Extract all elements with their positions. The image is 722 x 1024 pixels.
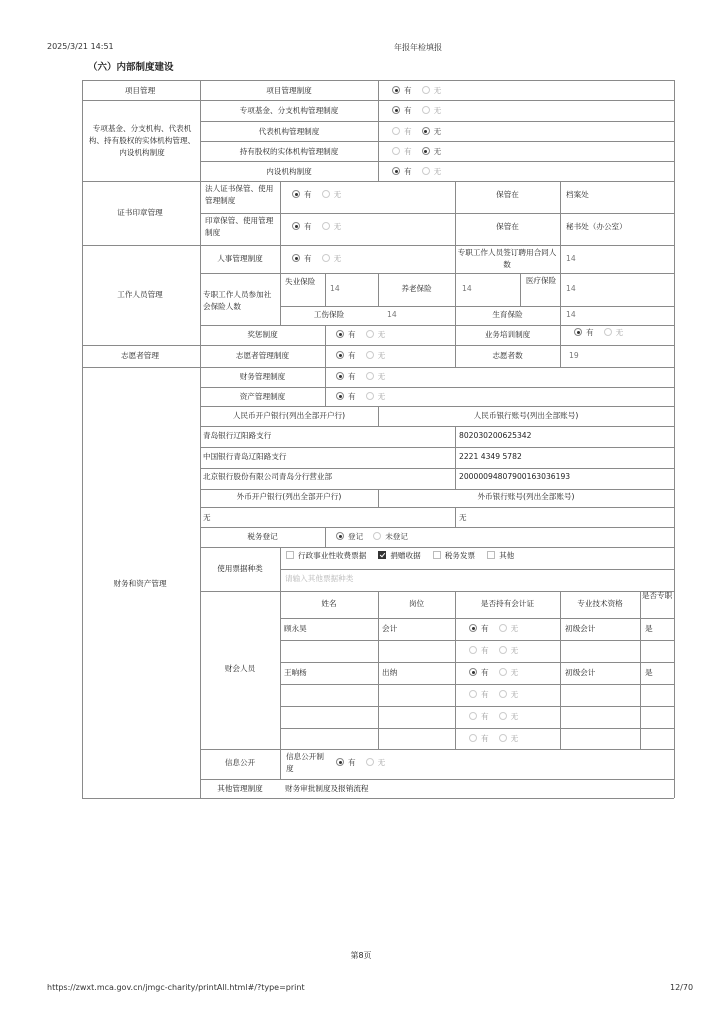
- tax-option-label: 登记: [348, 532, 364, 541]
- radio-label: 有: [404, 147, 412, 156]
- radio-no[interactable]: [322, 254, 342, 263]
- insurance-maternity-label: 生育保险: [492, 310, 523, 319]
- grid-line: [280, 749, 281, 779]
- radio-label: 有: [348, 330, 356, 339]
- radio-no[interactable]: [366, 392, 386, 401]
- radio-label: 无: [510, 690, 519, 699]
- radio-button-icon[interactable]: [292, 222, 300, 230]
- grid-line: [200, 591, 674, 592]
- radio-no[interactable]: [422, 106, 442, 115]
- radio-label: 有: [304, 222, 312, 231]
- radio-no[interactable]: [366, 372, 386, 381]
- grid-line: [82, 181, 674, 182]
- grid-line: [280, 618, 674, 619]
- rmb-account-number: 802030200625342: [459, 431, 532, 440]
- receipt-type-checkboxes: [286, 551, 526, 561]
- grid-line: [200, 273, 674, 274]
- volunteer-system-radio: [336, 351, 395, 361]
- receipt-option-label: 捐赠收据: [390, 551, 421, 560]
- group-volunteer-label: 志愿者管理: [121, 351, 159, 360]
- group-finance-label: 财务和资产管理: [113, 579, 167, 588]
- accountant-post: 出纳: [382, 668, 398, 677]
- project-row-label: 内设机构制度: [266, 167, 312, 176]
- radio-yes[interactable]: [336, 392, 356, 401]
- radio-label: 无: [510, 624, 519, 633]
- project-row-label: 专项基金、分支机构管理制度: [239, 106, 339, 115]
- keeper-value: 秘书处（办公室）: [566, 222, 627, 231]
- grid-line: [82, 798, 674, 799]
- radio-label: 有: [348, 351, 356, 360]
- radio-yes[interactable]: [469, 712, 489, 721]
- radio-label: 有: [481, 624, 489, 633]
- other-system-label: 其他管理制度: [217, 784, 263, 793]
- radio-label: 无: [377, 372, 386, 381]
- grid-line: [200, 406, 674, 407]
- radio-no[interactable]: [422, 86, 442, 95]
- internal-system-table: [82, 80, 674, 798]
- accountant-col-header: 姓名: [321, 599, 337, 608]
- print-datetime: 2025/3/21 14:51: [47, 42, 114, 51]
- radio-label: 无: [333, 222, 342, 231]
- contract-count-label: 专职工作人员签订聘用合同人数: [457, 248, 557, 269]
- radio-yes[interactable]: [292, 254, 312, 263]
- insurance-label: 专职工作人员参加社会保险人数: [203, 290, 272, 311]
- radio-yes[interactable]: [336, 758, 356, 767]
- radio-label: 有: [348, 758, 356, 767]
- rmb-bank-header: 人民币开户银行(列出全部开户行): [232, 411, 346, 420]
- grid-line: [280, 591, 281, 749]
- radio-label: 无: [377, 392, 386, 401]
- grid-line: [280, 306, 674, 307]
- radio-yes[interactable]: [469, 624, 489, 633]
- radio-no[interactable]: [322, 190, 342, 199]
- accountant-name: 王晌杨: [284, 668, 307, 677]
- insurance-pension-label: 养老保险: [401, 284, 432, 293]
- disclosure-group-label: 信息公开: [224, 758, 256, 767]
- grid-line: [560, 591, 561, 749]
- grid-line: [280, 662, 674, 663]
- radio-button-icon[interactable]: [499, 734, 507, 742]
- accountant-cert-radio: [469, 712, 528, 722]
- group-branch-label: 专项基金、分支机构、代表机构、持有股权的实体机构管理、内设机构制度: [88, 124, 196, 157]
- grid-line: [280, 547, 281, 591]
- radio-button-icon[interactable]: [422, 86, 430, 94]
- grid-line: [325, 367, 326, 406]
- radio-button-icon[interactable]: [336, 532, 344, 540]
- radio-button-icon[interactable]: [336, 330, 344, 338]
- volunteer-count-value: 19: [569, 351, 579, 360]
- radio-no[interactable]: [422, 127, 442, 136]
- receipt-option-label: 行政事业性收费票据: [298, 551, 367, 560]
- project-row-radio: [392, 147, 451, 157]
- finance-system-radio: [336, 372, 395, 382]
- radio-no[interactable]: [499, 624, 519, 633]
- grid-line: [200, 426, 674, 427]
- radio-button-icon[interactable]: [336, 372, 344, 380]
- accountant-col-header: 专业技术资格: [577, 599, 623, 608]
- radio-button-icon[interactable]: [392, 127, 400, 135]
- rmb-account-header: 人民币银行账号(列出全部账号): [473, 411, 579, 420]
- radio-button-icon[interactable]: [392, 147, 400, 155]
- accountant-cert-radio: [469, 734, 528, 744]
- accountant-name: 顾永昊: [284, 624, 307, 633]
- grid-line: [280, 706, 674, 707]
- seal-row-label: 法人证书保管、使用管理制度: [205, 184, 274, 205]
- radio-label: 无: [433, 127, 442, 136]
- radio-yes[interactable]: [336, 351, 356, 360]
- receipt-option-label: 税务发票: [444, 551, 476, 560]
- reward-system-radio: [336, 330, 395, 340]
- grid-line: [200, 161, 674, 162]
- radio-button-icon[interactable]: [373, 532, 381, 540]
- project-row-label: 项目管理制度: [266, 86, 312, 95]
- radio-button-icon[interactable]: [366, 351, 374, 359]
- keeper-label: 保管在: [496, 190, 519, 199]
- insurance-injury-label: 工伤保险: [313, 310, 345, 319]
- radio-button-icon[interactable]: [422, 167, 430, 175]
- radio-no[interactable]: [499, 668, 519, 677]
- volunteer-count-label: 志愿者数: [492, 351, 523, 360]
- radio-label: 无: [377, 351, 386, 360]
- accountant-col-header: 是否专职: [641, 591, 673, 600]
- radio-button-icon[interactable]: [322, 254, 330, 262]
- accountant-col-header: 是否持有会计证: [480, 599, 535, 608]
- radio-button-icon[interactable]: [604, 328, 612, 336]
- radio-label: 有: [481, 668, 489, 677]
- grid-line: [325, 325, 326, 345]
- radio-label: 有: [481, 690, 489, 699]
- receipt-other-input[interactable]: 请输入其他票据种类: [285, 574, 354, 583]
- radio-button-icon[interactable]: [499, 690, 507, 698]
- radio-button-icon[interactable]: [366, 330, 374, 338]
- checkbox-icon[interactable]: [433, 551, 441, 559]
- radio-button-icon[interactable]: [292, 254, 300, 262]
- accountant-col-header: 岗位: [408, 599, 425, 608]
- group-project-label: 项目管理: [124, 86, 156, 95]
- radio-label: 有: [481, 734, 489, 743]
- radio-label: 无: [510, 668, 519, 677]
- radio-label: 无: [510, 734, 519, 743]
- tax-registration-label: 税务登记: [247, 532, 278, 541]
- accountant-label: 财会人员: [224, 664, 256, 673]
- radio-label: 有: [481, 712, 489, 721]
- grid-line: [82, 367, 674, 368]
- radio-label: 有: [404, 106, 412, 115]
- rmb-bank-name: 北京银行股份有限公司青岛分行营业部: [203, 472, 333, 481]
- radio-label: 无: [333, 254, 342, 263]
- radio-yes[interactable]: [469, 646, 489, 655]
- grid-line: [455, 591, 456, 749]
- grid-line: [640, 591, 641, 749]
- radio-yes[interactable]: [392, 127, 412, 136]
- radio-button-icon[interactable]: [469, 624, 477, 632]
- radio-button-icon[interactable]: [499, 668, 507, 676]
- radio-label: 有: [404, 127, 412, 136]
- grid-line: [200, 527, 674, 528]
- insurance-pension-value: 14: [462, 284, 472, 293]
- insurance-maternity-value: 14: [566, 310, 576, 319]
- radio-label: 有: [348, 392, 356, 401]
- radio-label: 有: [348, 372, 356, 381]
- grid-line: [200, 141, 674, 142]
- project-row-label: 代表机构管理制度: [258, 127, 320, 136]
- radio-button-icon[interactable]: [336, 758, 344, 766]
- radio-label: 无: [510, 712, 519, 721]
- radio-label: 无: [433, 86, 442, 95]
- grid-line: [200, 779, 674, 780]
- radio-no[interactable]: [422, 147, 442, 156]
- page-number: 第8页: [350, 951, 372, 960]
- radio-no[interactable]: [499, 646, 519, 655]
- grid-line: [378, 591, 379, 749]
- radio-button-icon[interactable]: [499, 712, 507, 720]
- radio-yes[interactable]: [336, 330, 356, 339]
- grid-line: [378, 80, 379, 181]
- fx-account-value: 无: [459, 513, 467, 522]
- grid-line: [455, 426, 456, 489]
- grid-line: [280, 728, 674, 729]
- radio-label: 无: [615, 328, 624, 337]
- checkbox-icon[interactable]: [378, 551, 386, 559]
- radio-no[interactable]: [604, 328, 624, 337]
- radio-button-icon[interactable]: [499, 624, 507, 632]
- radio-label: 有: [304, 254, 312, 263]
- radio-button-icon[interactable]: [392, 86, 400, 94]
- receipt-type-label: 使用票据种类: [217, 564, 263, 573]
- radio-label: 有: [404, 167, 412, 176]
- grid-line: [560, 273, 561, 325]
- grid-line: [82, 80, 83, 798]
- tax-option-label: 未登记: [385, 532, 408, 541]
- grid-line: [520, 273, 521, 306]
- radio-yes[interactable]: [469, 668, 489, 677]
- seal-row-radio: [292, 222, 351, 232]
- section-title: （六）内部制度建设: [88, 62, 174, 73]
- project-row-label: 持有股权的实体机构管理制度: [239, 147, 339, 156]
- group-seal-label: 证书印章管理: [117, 208, 163, 217]
- radio-button-icon[interactable]: [366, 372, 374, 380]
- insurance-unemployment-label: 失业保险: [285, 277, 316, 286]
- radio-yes[interactable]: [292, 190, 312, 199]
- keeper-value: 档案处: [566, 190, 589, 199]
- radio-label: 有: [304, 190, 312, 199]
- page-counter: 12/70: [670, 983, 694, 992]
- grid-line: [200, 121, 674, 122]
- radio-button-icon[interactable]: [422, 147, 430, 155]
- grid-line: [200, 447, 674, 448]
- checkbox-icon[interactable]: [487, 551, 495, 559]
- rmb-bank-name: 青岛银行辽阳路支行: [203, 431, 272, 440]
- finance-system-label: 财务管理制度: [239, 372, 286, 381]
- grid-line: [200, 749, 674, 750]
- radio-label: 无: [433, 106, 442, 115]
- radio-yes[interactable]: [392, 147, 412, 156]
- project-row-radio: [392, 127, 451, 137]
- accountant-fulltime: 是: [645, 624, 653, 633]
- receipt-option[interactable]: [487, 551, 514, 560]
- radio-label: 无: [333, 190, 342, 199]
- radio-label: 无: [510, 646, 519, 655]
- radio-no[interactable]: [366, 330, 386, 339]
- accountant-post: 会计: [382, 624, 398, 633]
- accountant-title: 初级会计: [565, 624, 596, 633]
- rmb-account-number: 2221 4349 5782: [459, 452, 522, 461]
- asset-system-label: 资产管理制度: [239, 392, 286, 401]
- radio-no[interactable]: [499, 712, 519, 721]
- fx-bank-header: 外币开户银行(列出全部开户行): [236, 492, 342, 501]
- radio-button-icon[interactable]: [292, 190, 300, 198]
- accountant-cert-radio: [469, 690, 528, 700]
- insurance-unemployment-value: 14: [330, 284, 340, 293]
- disclosure-system-label: 信息公开制度: [286, 752, 324, 773]
- radio-no[interactable]: [422, 167, 442, 176]
- radio-button-icon[interactable]: [469, 646, 477, 654]
- accountant-cert-radio: [469, 646, 528, 656]
- radio-yes[interactable]: [292, 222, 312, 231]
- radio-button-icon[interactable]: [422, 127, 430, 135]
- training-system-radio: [574, 328, 633, 338]
- grid-line: [455, 507, 456, 527]
- grid-line: [280, 569, 674, 570]
- rmb-account-number: 20000094807900163036193: [459, 472, 571, 481]
- grid-line: [200, 468, 674, 469]
- other-system-value: 财务审批制度及报销流程: [285, 784, 369, 793]
- insurance-medical-value: 14: [566, 284, 576, 293]
- radio-label: 无: [377, 758, 386, 767]
- insurance-medical-label: 医疗保险: [525, 276, 557, 285]
- radio-button-icon[interactable]: [469, 668, 477, 676]
- radio-button-icon[interactable]: [336, 392, 344, 400]
- radio-button-icon[interactable]: [469, 690, 477, 698]
- checkbox-icon[interactable]: [286, 551, 294, 559]
- radio-no[interactable]: [366, 351, 386, 360]
- print-header-title: 年报年检填报: [394, 43, 442, 52]
- radio-no[interactable]: [366, 758, 386, 767]
- radio-button-icon[interactable]: [336, 351, 344, 359]
- tax-option[interactable]: [336, 532, 363, 541]
- receipt-option-label: 其他: [499, 551, 515, 560]
- radio-button-icon[interactable]: [469, 734, 477, 742]
- radio-yes[interactable]: [469, 734, 489, 743]
- hr-system-radio: [292, 254, 351, 264]
- grid-line: [280, 684, 674, 685]
- grid-line: [82, 245, 674, 246]
- radio-no[interactable]: [499, 734, 519, 743]
- grid-line: [82, 345, 674, 346]
- hr-system-label: 人事管理制度: [217, 254, 263, 263]
- grid-line: [560, 325, 561, 345]
- project-row-radio: [392, 86, 451, 96]
- grid-line: [200, 387, 674, 388]
- radio-yes[interactable]: [336, 372, 356, 381]
- grid-line: [200, 489, 674, 490]
- radio-yes[interactable]: [392, 86, 412, 95]
- radio-label: 无: [433, 167, 442, 176]
- rmb-bank-name: 中国银行青岛辽阳路支行: [203, 452, 287, 461]
- receipt-option[interactable]: [286, 551, 366, 560]
- project-row-radio: [392, 106, 451, 116]
- radio-button-icon[interactable]: [469, 712, 477, 720]
- radio-no[interactable]: [322, 222, 342, 231]
- grid-line: [674, 80, 675, 798]
- radio-no[interactable]: [499, 690, 519, 699]
- receipt-option[interactable]: [433, 551, 475, 560]
- grid-line: [200, 80, 201, 798]
- reward-system-label: 奖惩制度: [247, 330, 278, 339]
- radio-button-icon[interactable]: [574, 328, 582, 336]
- radio-button-icon[interactable]: [322, 190, 330, 198]
- grid-line: [325, 273, 326, 306]
- accountant-fulltime: 是: [645, 668, 653, 677]
- radio-button-icon[interactable]: [366, 758, 374, 766]
- grid-line: [280, 181, 281, 245]
- radio-label: 无: [433, 147, 442, 156]
- grid-line: [455, 245, 456, 273]
- radio-button-icon[interactable]: [366, 392, 374, 400]
- group-staff-label: 工作人员管理: [117, 290, 163, 299]
- radio-button-icon[interactable]: [392, 167, 400, 175]
- receipt-option[interactable]: [378, 551, 420, 560]
- seal-row-radio: [292, 190, 351, 200]
- radio-yes[interactable]: [392, 167, 412, 176]
- tax-registration-radio: [336, 532, 418, 542]
- fx-bank-value: 无: [203, 513, 211, 522]
- grid-line: [280, 245, 281, 273]
- radio-label: 有: [481, 646, 489, 655]
- project-row-radio: [392, 167, 451, 177]
- grid-line: [325, 527, 326, 547]
- grid-line: [560, 181, 561, 245]
- accountant-cert-radio: [469, 668, 528, 678]
- training-system-label: 业务培训制度: [484, 330, 531, 339]
- radio-button-icon[interactable]: [422, 106, 430, 114]
- keeper-label: 保管在: [496, 222, 519, 231]
- grid-line: [560, 345, 561, 367]
- radio-yes[interactable]: [392, 106, 412, 115]
- tax-option[interactable]: [373, 532, 408, 541]
- grid-line: [200, 507, 674, 508]
- radio-label: 无: [377, 330, 386, 339]
- grid-line: [200, 213, 674, 214]
- radio-yes[interactable]: [469, 690, 489, 699]
- grid-line: [280, 640, 674, 641]
- radio-label: 有: [404, 86, 412, 95]
- insurance-injury-value: 14: [387, 310, 397, 319]
- radio-button-icon[interactable]: [392, 106, 400, 114]
- asset-system-radio: [336, 392, 395, 402]
- grid-line: [200, 547, 674, 548]
- radio-label: 有: [586, 328, 594, 337]
- radio-yes[interactable]: [574, 328, 594, 337]
- accountant-cert-radio: [469, 624, 528, 634]
- grid-line: [560, 245, 561, 273]
- contract-count-value: 14: [566, 254, 576, 263]
- grid-line: [325, 345, 326, 367]
- seal-row-label: 印章保管、使用管理制度: [205, 216, 274, 237]
- volunteer-system-label: 志愿者管理制度: [235, 351, 290, 360]
- radio-button-icon[interactable]: [322, 222, 330, 230]
- grid-line: [200, 325, 674, 326]
- footer-url[interactable]: https://zwxt.mca.gov.cn/jmgc-charity/printAll.html#/?type=print: [47, 983, 305, 992]
- accountant-title: 初级会计: [565, 668, 596, 677]
- fx-account-header: 外币银行账号(列出全部账号): [477, 492, 575, 501]
- radio-button-icon[interactable]: [499, 646, 507, 654]
- disclosure-system-radio: [336, 758, 395, 768]
